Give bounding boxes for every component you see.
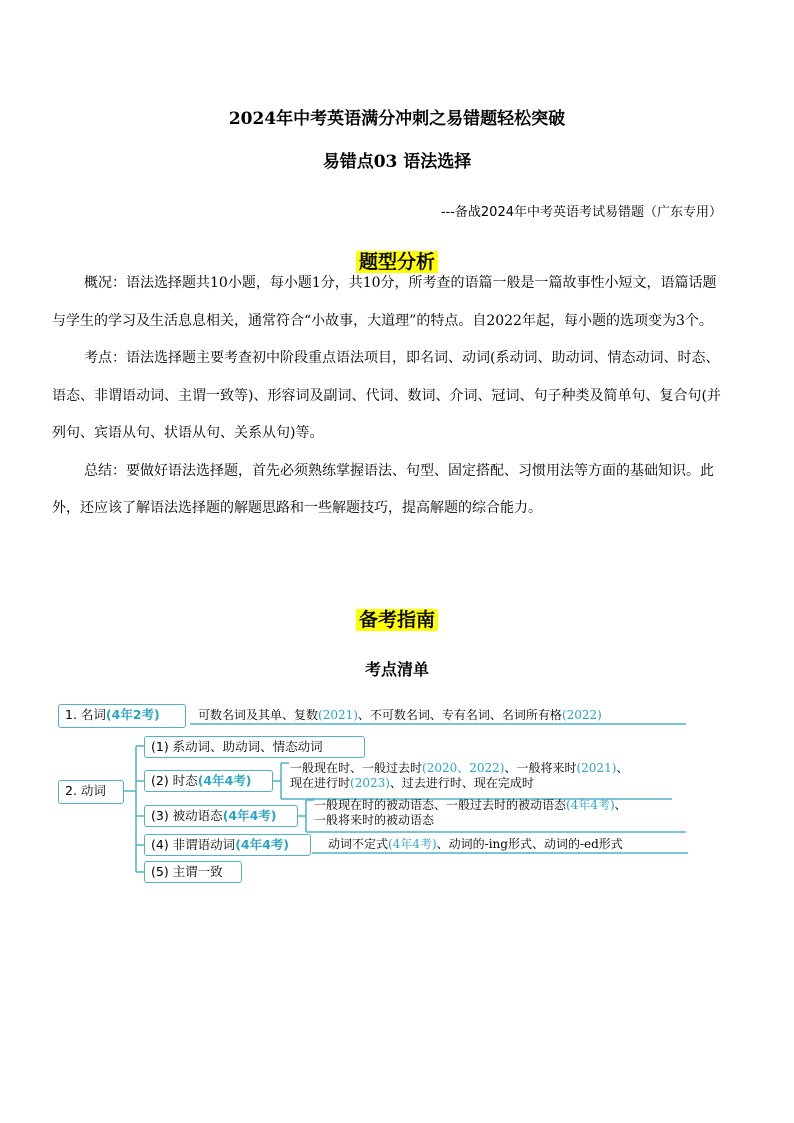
nonfinite-description: 动词不定式(4年4考)、动词的-ing形式、动词的-ed形式 <box>328 837 623 851</box>
node-verb: 2. 动词 <box>58 780 124 804</box>
node-passive-voice: (3) 被动语态(4年4考) <box>144 805 298 827</box>
node-subject-verb-agreement: (5) 主谓一致 <box>144 861 242 883</box>
document-subtitle: 易错点03 语法选择 <box>322 152 472 172</box>
node-noun: 1. 名词(4年2考) <box>58 704 186 728</box>
node-nonfinite-verbs: (4) 非谓语动词(4年4考) <box>144 834 311 856</box>
document-title: 2024年中考英语满分冲刺之易错题轻松突破 <box>228 109 566 129</box>
section-heading-guide: 备考指南 <box>0 605 794 632</box>
section-heading-analysis: 题型分析 <box>0 247 794 274</box>
passive-description-line2: 一般将来时的被动语态 <box>314 813 435 827</box>
node-linking-verbs: (1) 系动词、助动词、情态动词 <box>144 736 365 758</box>
paragraph-overview: 概况：语法选择题共10小题，每小题1分，共10分，所考查的语篇一般是一篇故事性小短文，语篇话题与学生的学习及生活息息相关，通常符合“小故事，大道理”的特点。自2022年起，每小题的选项变为3个。 <box>52 275 717 329</box>
noun-description: 可数名词及其单、复数(2021)、不可数名词、专有名词、名词所有格(2022) <box>198 708 602 722</box>
tense-description-line2: 现在进行时(2023)、过去进行时、现在完成时 <box>290 776 534 790</box>
paragraph-summary: 总结：要做好语法选择题，首先必须熟练掌握语法、句型、固定搭配、习惯用法等方面的基础知识。此外，还应该了解语法选择题的解题思路和一些解题技巧，提高解题的综合能力。 <box>52 462 714 516</box>
source-note: ---备战2024年中考英语考试易错题（广东专用） <box>440 205 722 220</box>
paragraph-points: 考点：语法选择题主要考查初中阶段重点语法项目，即名词、动词(系动词、助动词、情态动词、时态、语态、非谓语动词、主谓一致等)、形容词及副词、代词、数词、介词、冠词、句子种类及简单句、复合句(并列句、宾语从句、状语从句、关系从句)等。 <box>52 350 721 441</box>
passive-description-line1: 一般现在时的被动语态、一般过去时的被动语态(4年4考)、 <box>314 798 627 812</box>
tense-description-line1: 一般现在时、一般过去时(2020、2022)、一般将来时(2021)、 <box>290 761 629 775</box>
checklist-heading: 考点清单 <box>364 660 429 679</box>
node-tense: (2) 时态(4年4考) <box>144 770 273 792</box>
